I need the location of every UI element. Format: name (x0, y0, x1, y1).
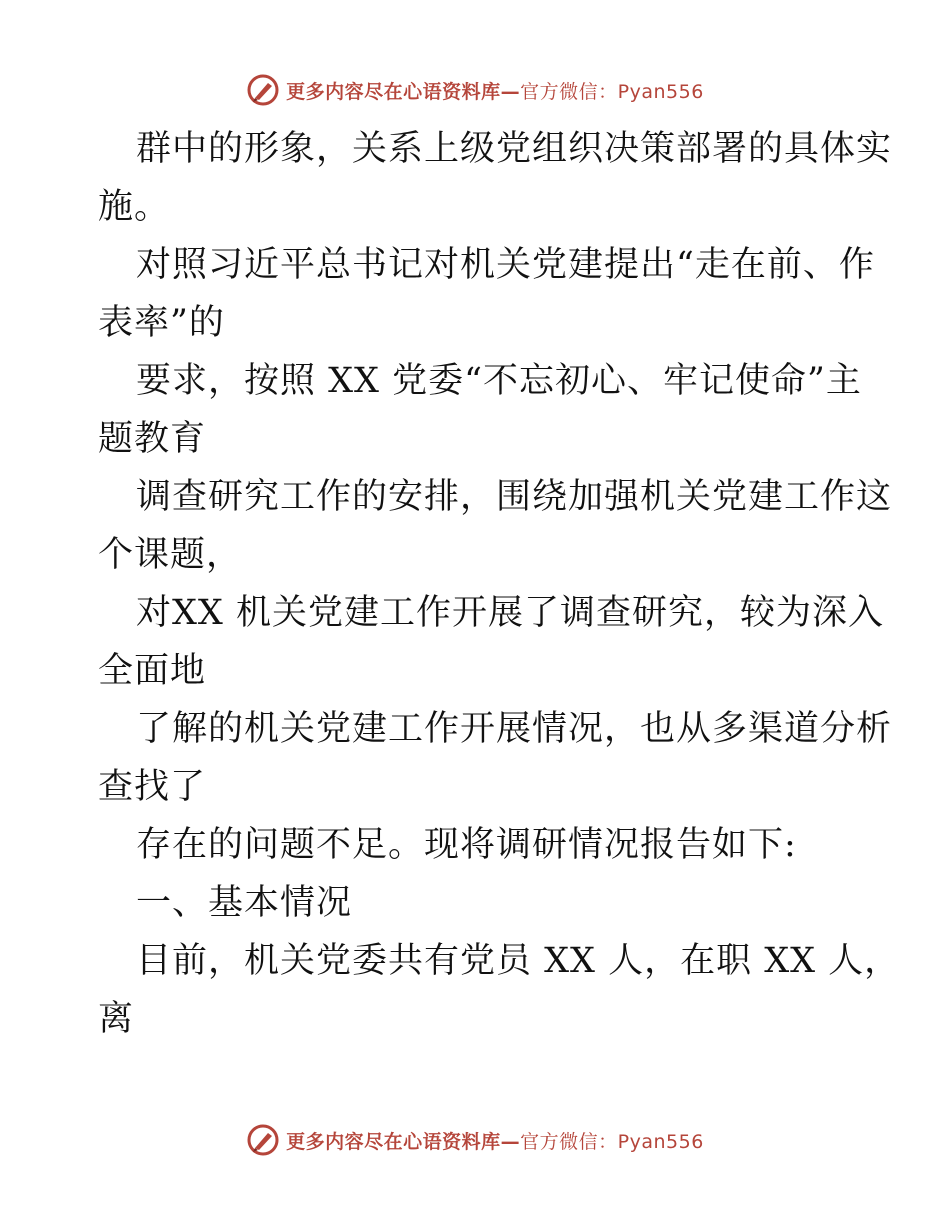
text-line: 调查研究工作的安排，围绕加强机关党建工作这 (136, 477, 893, 517)
text-line: 施。 (98, 187, 171, 227)
text-line: 目前，机关党委共有党员 XX 人，在职 XX 人， (136, 941, 901, 981)
text-line: 对XX 机关党建工作开展了调查研究，较为深入 (136, 593, 884, 633)
text-line: 表率”的 (98, 303, 225, 343)
pen-logo-icon (246, 73, 280, 107)
text-line: 要求，按照 XX 党委“不忘初心、牢记使命”主 (136, 361, 862, 401)
header-watermark-banner (0, 70, 950, 110)
text-line: 存在的问题不足。现将调研情况报告如下: (136, 825, 797, 865)
banner-text: 更多内容尽在心语资料库— (286, 1130, 521, 1153)
banner-text: 更多内容尽在心语资料库— (286, 80, 521, 103)
pen-logo-icon (246, 1123, 280, 1157)
banner-contact: 官方微信：Pyan556 (520, 80, 704, 103)
text-line: 了解的机关党建工作开展情况，也从多渠道分析 (136, 709, 893, 749)
text-line: 离 (98, 999, 135, 1039)
text-line: 群中的形象，关系上级党组织决策部署的具体实 (136, 129, 893, 169)
text-line: 一、基本情况 (136, 883, 353, 923)
document-body (98, 120, 901, 1048)
footer-watermark-banner (0, 1120, 950, 1160)
text-line: 个课题， (98, 535, 243, 575)
text-line: 全面地 (98, 651, 207, 691)
banner-contact: 官方微信：Pyan556 (520, 1130, 704, 1153)
text-line: 题教育 (98, 419, 207, 459)
text-line: 查找了 (98, 767, 207, 807)
text-line: 对照习近平总书记对机关党建提出“走在前、作 (136, 245, 875, 285)
